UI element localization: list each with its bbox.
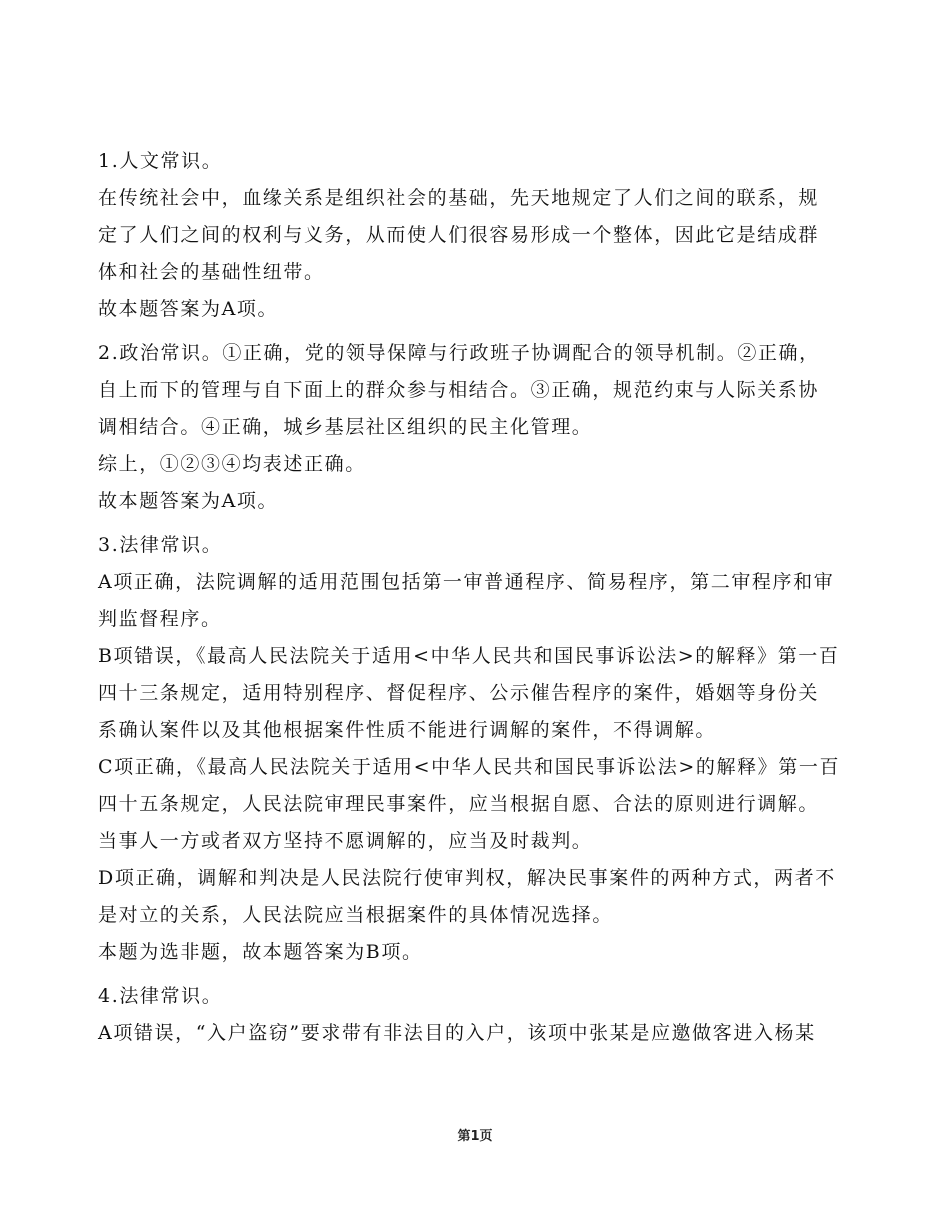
paragraph-line: 判监督程序。 — [98, 608, 222, 630]
document-body — [98, 143, 870, 1059]
answer-section-4 — [98, 978, 870, 1052]
paragraph-line: A项正确，法院调解的适用范围包括第一审普通程序、简易程序，第二审程序和审 — [98, 571, 835, 593]
paragraph-line: 四十三条规定，适用特别程序、督促程序、公示催告程序的案件，婚姻等身份关 — [98, 682, 820, 704]
paragraph-line: C项正确，《最高人民法院关于适用<中华人民共和国民事诉讼法>的解释》第一百 — [98, 756, 841, 778]
paragraph-line: 系确认案件以及其他根据案件性质不能进行调解的案件，不得调解。 — [98, 719, 717, 741]
answer-section-1 — [98, 143, 870, 328]
paragraph-line: 是对立的关系，人民法院应当根据案件的具体情况选择。 — [98, 904, 614, 926]
paragraph-line: 在传统社会中，血缘关系是组织社会的基础，先天地规定了人们之间的联系，规 — [98, 187, 820, 209]
paragraph-line: 定了人们之间的权利与义务，从而使人们很容易形成一个整体，因此它是结成群 — [98, 224, 820, 246]
page-number: 第1页 — [457, 1129, 493, 1144]
section-heading: 2.政治常识。①正确，党的领导保障与行政班子协调配合的领导机制。②正确， — [98, 342, 820, 364]
paragraph-line: 自上而下的管理与自下面上的群众参与相结合。③正确，规范约束与人际关系协 — [98, 379, 820, 401]
answer-line: 本题为选非题，故本题答案为B项。 — [98, 941, 423, 963]
paragraph-line: B项错误，《最高人民法院关于适用<中华人民共和国民事诉讼法>的解释》第一百 — [98, 645, 840, 667]
paragraph-line: 四十五条规定，人民法院审理民事案件，应当根据自愿、合法的原则进行调解。 — [98, 793, 820, 815]
paragraph-line: A项错误，“入户盗窃”要求带有非法目的入户，该项中张某是应邀做客进入杨某 — [98, 1022, 816, 1044]
answer-section-3 — [98, 527, 870, 971]
paragraph-line: 调相结合。④正确，城乡基层社区组织的民主化管理。 — [98, 416, 593, 438]
section-heading: 1.人文常识。 — [98, 150, 223, 172]
paragraph-line: 当事人一方或者双方坚持不愿调解的，应当及时裁判。 — [98, 830, 593, 852]
paragraph-line: 综上，①②③④均表述正确。 — [98, 453, 366, 475]
paragraph-line: 体和社会的基础性纽带。 — [98, 261, 325, 283]
paragraph-line: D项正确，调解和判决是人民法院行使审判权，解决民事案件的两种方式，两者不 — [98, 867, 836, 889]
answer-section-2 — [98, 335, 870, 520]
section-heading: 3.法律常识。 — [98, 534, 223, 556]
section-heading: 4.法律常识。 — [98, 985, 223, 1007]
answer-line: 故本题答案为A项。 — [98, 298, 279, 320]
answer-line: 故本题答案为A项。 — [98, 490, 279, 512]
